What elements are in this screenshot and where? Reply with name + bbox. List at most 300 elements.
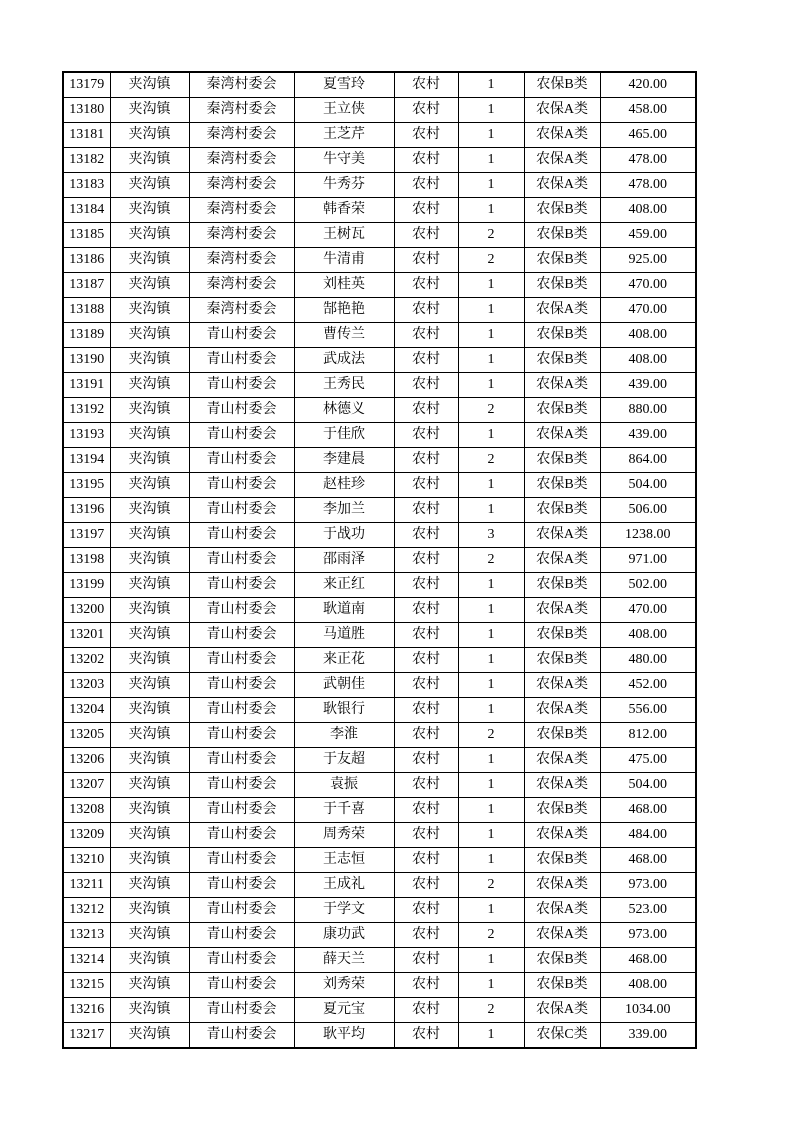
cell-town: 夹沟镇	[110, 498, 189, 523]
cell-category: 农保A类	[524, 173, 600, 198]
cell-name: 康功武	[294, 923, 394, 948]
table-row	[63, 123, 696, 148]
cell-name: 王芝芹	[294, 123, 394, 148]
cell-category: 农保B类	[524, 573, 600, 598]
cell-count: 1	[458, 773, 524, 798]
cell-village: 青山村委会	[189, 823, 294, 848]
table-row	[63, 298, 696, 323]
cell-category: 农保B类	[524, 623, 600, 648]
cell-residence: 农村	[394, 748, 458, 773]
cell-name: 来正花	[294, 648, 394, 673]
cell-amount: 502.00	[600, 573, 696, 598]
cell-count: 1	[458, 748, 524, 773]
table-row	[63, 148, 696, 173]
cell-count: 1	[458, 298, 524, 323]
cell-residence: 农村	[394, 123, 458, 148]
cell-category: 农保B类	[524, 973, 600, 998]
cell-id: 13198	[63, 548, 110, 573]
cell-residence: 农村	[394, 273, 458, 298]
cell-amount: 408.00	[600, 973, 696, 998]
cell-residence: 农村	[394, 673, 458, 698]
cell-category: 农保A类	[524, 698, 600, 723]
cell-category: 农保B类	[524, 248, 600, 273]
cell-town: 夹沟镇	[110, 598, 189, 623]
cell-town: 夹沟镇	[110, 723, 189, 748]
cell-count: 1	[458, 348, 524, 373]
cell-amount: 420.00	[600, 72, 696, 98]
cell-town: 夹沟镇	[110, 673, 189, 698]
cell-id: 13204	[63, 698, 110, 723]
cell-amount: 523.00	[600, 898, 696, 923]
cell-residence: 农村	[394, 923, 458, 948]
table-row	[63, 323, 696, 348]
cell-town: 夹沟镇	[110, 998, 189, 1023]
cell-id: 13182	[63, 148, 110, 173]
cell-town: 夹沟镇	[110, 848, 189, 873]
cell-town: 夹沟镇	[110, 523, 189, 548]
cell-residence: 农村	[394, 473, 458, 498]
cell-name: 武成法	[294, 348, 394, 373]
cell-village: 青山村委会	[189, 573, 294, 598]
cell-town: 夹沟镇	[110, 148, 189, 173]
cell-residence: 农村	[394, 98, 458, 123]
cell-count: 1	[458, 1023, 524, 1049]
cell-village: 青山村委会	[189, 923, 294, 948]
cell-name: 耿道南	[294, 598, 394, 623]
cell-category: 农保B类	[524, 72, 600, 98]
cell-count: 2	[458, 998, 524, 1023]
cell-category: 农保B类	[524, 948, 600, 973]
cell-count: 1	[458, 173, 524, 198]
cell-count: 1	[458, 123, 524, 148]
cell-residence: 农村	[394, 823, 458, 848]
cell-town: 夹沟镇	[110, 348, 189, 373]
cell-category: 农保A类	[524, 823, 600, 848]
cell-category: 农保A类	[524, 898, 600, 923]
cell-residence: 农村	[394, 423, 458, 448]
cell-village: 青山村委会	[189, 423, 294, 448]
cell-name: 刘桂英	[294, 273, 394, 298]
cell-village: 青山村委会	[189, 373, 294, 398]
cell-id: 13179	[63, 72, 110, 98]
cell-village: 青山村委会	[189, 473, 294, 498]
cell-id: 13199	[63, 573, 110, 598]
cell-village: 秦湾村委会	[189, 123, 294, 148]
cell-town: 夹沟镇	[110, 123, 189, 148]
cell-amount: 458.00	[600, 98, 696, 123]
cell-category: 农保B类	[524, 273, 600, 298]
cell-id: 13212	[63, 898, 110, 923]
cell-amount: 973.00	[600, 923, 696, 948]
cell-name: 韩香荣	[294, 198, 394, 223]
table-row	[63, 273, 696, 298]
cell-village: 青山村委会	[189, 873, 294, 898]
table-row	[63, 748, 696, 773]
cell-village: 青山村委会	[189, 898, 294, 923]
cell-id: 13208	[63, 798, 110, 823]
cell-id: 13180	[63, 98, 110, 123]
cell-name: 李淮	[294, 723, 394, 748]
cell-amount: 468.00	[600, 948, 696, 973]
cell-category: 农保B类	[524, 648, 600, 673]
cell-category: 农保A类	[524, 673, 600, 698]
cell-name: 于战功	[294, 523, 394, 548]
cell-village: 青山村委会	[189, 523, 294, 548]
cell-village: 青山村委会	[189, 348, 294, 373]
cell-name: 林德义	[294, 398, 394, 423]
cell-count: 1	[458, 673, 524, 698]
cell-id: 13216	[63, 998, 110, 1023]
cell-amount: 459.00	[600, 223, 696, 248]
cell-id: 13213	[63, 923, 110, 948]
cell-amount: 971.00	[600, 548, 696, 573]
cell-category: 农保B类	[524, 348, 600, 373]
cell-residence: 农村	[394, 973, 458, 998]
cell-village: 青山村委会	[189, 648, 294, 673]
table-row	[63, 398, 696, 423]
table-row	[63, 98, 696, 123]
cell-amount: 408.00	[600, 348, 696, 373]
cell-category: 农保A类	[524, 548, 600, 573]
cell-id: 13217	[63, 1023, 110, 1049]
cell-residence: 农村	[394, 873, 458, 898]
cell-count: 2	[458, 923, 524, 948]
cell-town: 夹沟镇	[110, 623, 189, 648]
cell-count: 1	[458, 573, 524, 598]
cell-count: 1	[458, 848, 524, 873]
cell-village: 青山村委会	[189, 948, 294, 973]
cell-amount: 556.00	[600, 698, 696, 723]
table-row	[63, 848, 696, 873]
cell-category: 农保B类	[524, 498, 600, 523]
cell-amount: 468.00	[600, 798, 696, 823]
cell-village: 秦湾村委会	[189, 148, 294, 173]
cell-amount: 339.00	[600, 1023, 696, 1049]
cell-count: 1	[458, 273, 524, 298]
cell-residence: 农村	[394, 648, 458, 673]
table-row	[63, 498, 696, 523]
cell-count: 2	[458, 873, 524, 898]
cell-category: 农保A类	[524, 773, 600, 798]
cell-residence: 农村	[394, 773, 458, 798]
cell-residence: 农村	[394, 523, 458, 548]
table-row	[63, 72, 696, 98]
cell-village: 青山村委会	[189, 773, 294, 798]
cell-count: 1	[458, 823, 524, 848]
cell-name: 王志恒	[294, 848, 394, 873]
table-row	[63, 548, 696, 573]
cell-id: 13184	[63, 198, 110, 223]
cell-name: 牛清甫	[294, 248, 394, 273]
cell-village: 青山村委会	[189, 723, 294, 748]
cell-name: 武朝佳	[294, 673, 394, 698]
cell-village: 青山村委会	[189, 323, 294, 348]
cell-village: 青山村委会	[189, 673, 294, 698]
cell-residence: 农村	[394, 573, 458, 598]
cell-amount: 484.00	[600, 823, 696, 848]
cell-name: 于千喜	[294, 798, 394, 823]
cell-town: 夹沟镇	[110, 273, 189, 298]
cell-town: 夹沟镇	[110, 323, 189, 348]
cell-residence: 农村	[394, 848, 458, 873]
cell-name: 夏元宝	[294, 998, 394, 1023]
cell-count: 1	[458, 798, 524, 823]
table-row	[63, 573, 696, 598]
cell-count: 1	[458, 498, 524, 523]
cell-category: 农保A类	[524, 98, 600, 123]
cell-id: 13194	[63, 448, 110, 473]
cell-village: 青山村委会	[189, 623, 294, 648]
cell-category: 农保A类	[524, 873, 600, 898]
cell-village: 秦湾村委会	[189, 273, 294, 298]
cell-count: 1	[458, 373, 524, 398]
cell-count: 2	[458, 548, 524, 573]
cell-category: 农保B类	[524, 323, 600, 348]
cell-id: 13210	[63, 848, 110, 873]
cell-count: 1	[458, 648, 524, 673]
table-row	[63, 723, 696, 748]
cell-count: 1	[458, 973, 524, 998]
cell-count: 2	[458, 448, 524, 473]
cell-town: 夹沟镇	[110, 773, 189, 798]
cell-residence: 农村	[394, 72, 458, 98]
cell-town: 夹沟镇	[110, 198, 189, 223]
cell-village: 青山村委会	[189, 848, 294, 873]
cell-residence: 农村	[394, 498, 458, 523]
cell-amount: 439.00	[600, 373, 696, 398]
cell-name: 耿平均	[294, 1023, 394, 1049]
cell-id: 13206	[63, 748, 110, 773]
cell-town: 夹沟镇	[110, 448, 189, 473]
cell-category: 农保B类	[524, 198, 600, 223]
cell-village: 青山村委会	[189, 973, 294, 998]
cell-amount: 470.00	[600, 598, 696, 623]
cell-name: 袁振	[294, 773, 394, 798]
table-row	[63, 923, 696, 948]
cell-category: 农保B类	[524, 398, 600, 423]
cell-name: 郜艳艳	[294, 298, 394, 323]
cell-category: 农保A类	[524, 923, 600, 948]
cell-name: 李加兰	[294, 498, 394, 523]
table-row	[63, 448, 696, 473]
cell-name: 赵桂珍	[294, 473, 394, 498]
cell-count: 2	[458, 248, 524, 273]
table-row	[63, 223, 696, 248]
cell-village: 秦湾村委会	[189, 72, 294, 98]
cell-residence: 农村	[394, 398, 458, 423]
cell-village: 青山村委会	[189, 498, 294, 523]
cell-residence: 农村	[394, 248, 458, 273]
cell-residence: 农村	[394, 598, 458, 623]
cell-residence: 农村	[394, 323, 458, 348]
cell-amount: 408.00	[600, 198, 696, 223]
cell-name: 曹传兰	[294, 323, 394, 348]
cell-count: 2	[458, 398, 524, 423]
cell-id: 13202	[63, 648, 110, 673]
cell-village: 青山村委会	[189, 448, 294, 473]
cell-village: 青山村委会	[189, 598, 294, 623]
cell-category: 农保A类	[524, 298, 600, 323]
cell-amount: 504.00	[600, 773, 696, 798]
table-row	[63, 623, 696, 648]
table-sheet	[62, 71, 697, 1049]
cell-residence: 农村	[394, 1023, 458, 1049]
cell-amount: 864.00	[600, 448, 696, 473]
cell-amount: 465.00	[600, 123, 696, 148]
table-row	[63, 823, 696, 848]
table-row	[63, 873, 696, 898]
cell-name: 马道胜	[294, 623, 394, 648]
cell-town: 夹沟镇	[110, 423, 189, 448]
table-row	[63, 698, 696, 723]
cell-category: 农保A类	[524, 123, 600, 148]
cell-count: 2	[458, 223, 524, 248]
cell-amount: 475.00	[600, 748, 696, 773]
cell-village: 秦湾村委会	[189, 223, 294, 248]
cell-name: 于友超	[294, 748, 394, 773]
table-row	[63, 248, 696, 273]
cell-village: 秦湾村委会	[189, 173, 294, 198]
cell-id: 13190	[63, 348, 110, 373]
cell-town: 夹沟镇	[110, 98, 189, 123]
cell-id: 13185	[63, 223, 110, 248]
cell-amount: 470.00	[600, 273, 696, 298]
table-row	[63, 473, 696, 498]
cell-category: 农保A类	[524, 748, 600, 773]
cell-id: 13189	[63, 323, 110, 348]
cell-id: 13214	[63, 948, 110, 973]
cell-category: 农保A类	[524, 998, 600, 1023]
cell-amount: 478.00	[600, 148, 696, 173]
cell-count: 1	[458, 473, 524, 498]
cell-residence: 农村	[394, 198, 458, 223]
cell-town: 夹沟镇	[110, 398, 189, 423]
cell-name: 薛天兰	[294, 948, 394, 973]
cell-village: 青山村委会	[189, 1023, 294, 1049]
cell-id: 13195	[63, 473, 110, 498]
table-row	[63, 798, 696, 823]
cell-town: 夹沟镇	[110, 923, 189, 948]
cell-id: 13181	[63, 123, 110, 148]
cell-town: 夹沟镇	[110, 823, 189, 848]
cell-town: 夹沟镇	[110, 948, 189, 973]
cell-name: 耿银行	[294, 698, 394, 723]
cell-count: 1	[458, 423, 524, 448]
table-row	[63, 898, 696, 923]
cell-name: 刘秀荣	[294, 973, 394, 998]
cell-town: 夹沟镇	[110, 248, 189, 273]
cell-count: 1	[458, 72, 524, 98]
cell-town: 夹沟镇	[110, 648, 189, 673]
cell-town: 夹沟镇	[110, 173, 189, 198]
cell-town: 夹沟镇	[110, 473, 189, 498]
cell-count: 1	[458, 198, 524, 223]
cell-category: 农保A类	[524, 148, 600, 173]
cell-amount: 480.00	[600, 648, 696, 673]
cell-category: 农保C类	[524, 1023, 600, 1049]
cell-name: 王秀民	[294, 373, 394, 398]
cell-name: 李建晨	[294, 448, 394, 473]
cell-village: 青山村委会	[189, 798, 294, 823]
cell-residence: 农村	[394, 698, 458, 723]
cell-town: 夹沟镇	[110, 223, 189, 248]
cell-amount: 468.00	[600, 848, 696, 873]
cell-name: 牛守美	[294, 148, 394, 173]
cell-amount: 408.00	[600, 323, 696, 348]
cell-count: 1	[458, 598, 524, 623]
cell-id: 13209	[63, 823, 110, 848]
cell-residence: 农村	[394, 373, 458, 398]
cell-village: 青山村委会	[189, 998, 294, 1023]
cell-town: 夹沟镇	[110, 72, 189, 98]
cell-id: 13207	[63, 773, 110, 798]
cell-name: 于佳欣	[294, 423, 394, 448]
table-row	[63, 173, 696, 198]
cell-amount: 504.00	[600, 473, 696, 498]
cell-village: 秦湾村委会	[189, 198, 294, 223]
cell-town: 夹沟镇	[110, 748, 189, 773]
cell-village: 青山村委会	[189, 548, 294, 573]
cell-amount: 439.00	[600, 423, 696, 448]
cell-name: 邵雨泽	[294, 548, 394, 573]
cell-residence: 农村	[394, 998, 458, 1023]
cell-amount: 506.00	[600, 498, 696, 523]
cell-town: 夹沟镇	[110, 1023, 189, 1049]
payment-roster-table	[62, 71, 697, 1049]
cell-category: 农保B类	[524, 798, 600, 823]
cell-name: 牛秀芬	[294, 173, 394, 198]
cell-amount: 452.00	[600, 673, 696, 698]
cell-name: 王立侠	[294, 98, 394, 123]
cell-category: 农保A类	[524, 423, 600, 448]
cell-id: 13188	[63, 298, 110, 323]
cell-amount: 408.00	[600, 623, 696, 648]
cell-residence: 农村	[394, 548, 458, 573]
table-row	[63, 1023, 696, 1049]
cell-count: 3	[458, 523, 524, 548]
cell-town: 夹沟镇	[110, 548, 189, 573]
cell-residence: 农村	[394, 348, 458, 373]
table-row	[63, 973, 696, 998]
table-row	[63, 773, 696, 798]
cell-count: 1	[458, 948, 524, 973]
cell-town: 夹沟镇	[110, 898, 189, 923]
cell-id: 13201	[63, 623, 110, 648]
cell-id: 13197	[63, 523, 110, 548]
cell-id: 13186	[63, 248, 110, 273]
cell-residence: 农村	[394, 898, 458, 923]
cell-id: 13191	[63, 373, 110, 398]
cell-residence: 农村	[394, 948, 458, 973]
cell-village: 青山村委会	[189, 398, 294, 423]
table-row	[63, 648, 696, 673]
table-row	[63, 423, 696, 448]
cell-count: 1	[458, 698, 524, 723]
cell-residence: 农村	[394, 623, 458, 648]
cell-amount: 1034.00	[600, 998, 696, 1023]
cell-residence: 农村	[394, 448, 458, 473]
cell-id: 13196	[63, 498, 110, 523]
cell-id: 13192	[63, 398, 110, 423]
cell-id: 13211	[63, 873, 110, 898]
cell-id: 13200	[63, 598, 110, 623]
cell-category: 农保B类	[524, 448, 600, 473]
cell-name: 王树瓦	[294, 223, 394, 248]
table-row	[63, 348, 696, 373]
cell-id: 13187	[63, 273, 110, 298]
cell-count: 1	[458, 98, 524, 123]
cell-town: 夹沟镇	[110, 373, 189, 398]
